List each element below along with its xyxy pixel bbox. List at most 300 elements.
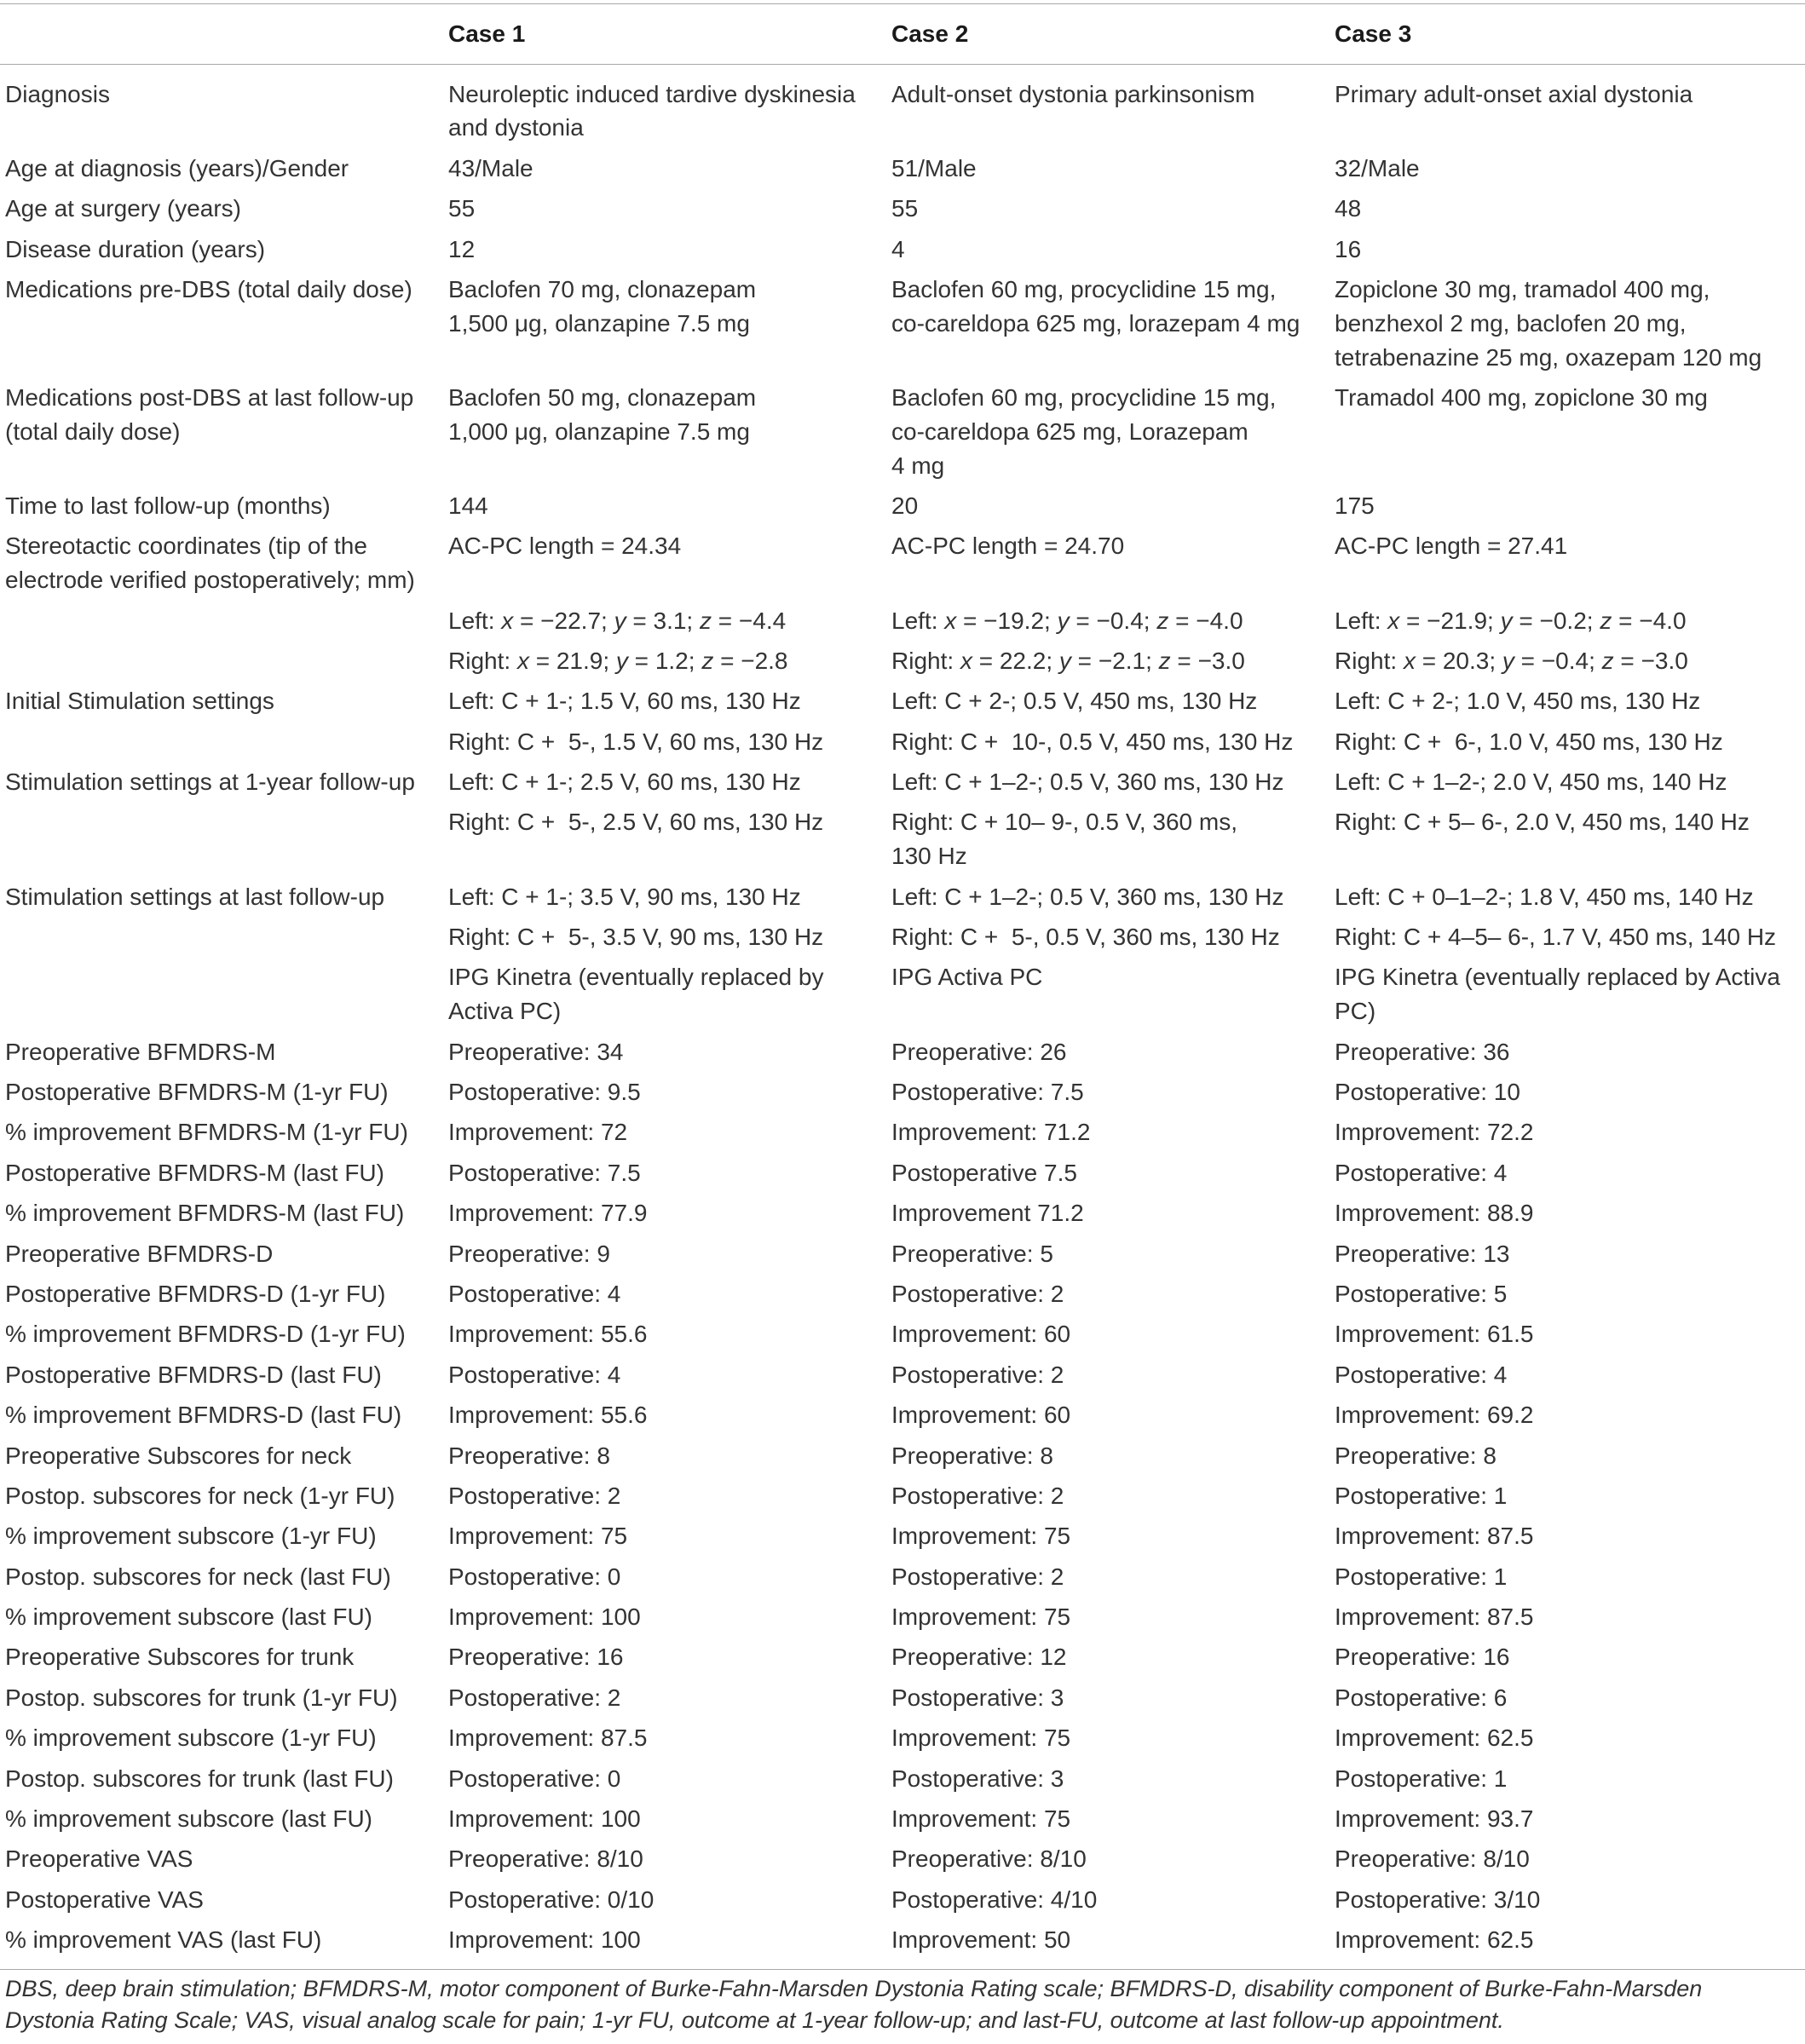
cell-line: Primary adult-onset axial dystonia: [1335, 80, 1693, 107]
cell-line: Diagnosis: [5, 80, 110, 107]
row-label: [0, 1718, 448, 1758]
cell-line: Left: C + 1-; 2.5 V, 60 ms, 130 Hz: [448, 769, 801, 796]
table-row: [0, 958, 1805, 1032]
case-3-cell: [1335, 1638, 1805, 1678]
text-segment: = 3.1;: [626, 607, 700, 634]
cell-line: Preoperative Subscores for neck: [5, 1442, 352, 1469]
case-2-cell: [891, 762, 1335, 802]
case-1-cell: [448, 1920, 891, 1968]
case-2-cell: [891, 1718, 1335, 1758]
case-1-cell: [448, 1517, 891, 1557]
row-label: [0, 762, 448, 802]
case-1-cell: [448, 1638, 891, 1678]
case-3-cell: [1335, 269, 1805, 377]
coordinate-variable: z: [700, 607, 712, 634]
cell-line: Preoperative BFMDRS-D: [5, 1240, 274, 1267]
case-2-cell: [891, 269, 1335, 377]
coordinate-variable: y: [615, 647, 628, 674]
case-2-cell: [891, 1153, 1335, 1193]
cell-line: Stimulation settings at 1-year follow-up: [5, 769, 415, 796]
row-label: [0, 1234, 448, 1274]
cell-line: [448, 644, 891, 678]
case-3-cell: [1335, 681, 1805, 721]
cell-line: Preoperative: 16: [1335, 1644, 1510, 1671]
cell-line: Right: C + 5-, 0.5 V, 360 ms, 130 Hz: [891, 924, 1280, 951]
case-1-cell: [448, 1274, 891, 1314]
cell-line: Improvement: 55.6: [448, 1321, 648, 1348]
cell-line: Preoperative BFMDRS-M: [5, 1038, 276, 1065]
cell-line: Improvement: 60: [891, 1402, 1071, 1429]
case-1-cell: [448, 1153, 891, 1193]
coordinate-variable: x: [1387, 607, 1400, 634]
cell-line: Preoperative: 8: [891, 1442, 1053, 1469]
table-row: [0, 1597, 1805, 1637]
column-header-case-2: Case 2: [891, 20, 969, 47]
case-1-cell: [448, 188, 891, 228]
case-1-cell: [448, 1436, 891, 1476]
row-label: [0, 188, 448, 228]
cell-line: Baclofen 50 mg, clonazepam: [448, 383, 757, 411]
case-3-cell: [1335, 1759, 1805, 1799]
table-row: [0, 1799, 1805, 1839]
table-row: [0, 486, 1805, 526]
row-label: [0, 1395, 448, 1435]
cell-line: Postop. subscores for neck (last FU): [5, 1563, 391, 1590]
cell-line: Initial Stimulation settings: [5, 688, 274, 715]
case-2-cell: [891, 1799, 1335, 1839]
cell-line: 16: [1335, 235, 1362, 262]
cell-line: [448, 604, 891, 638]
text-segment: = 21.9;: [528, 647, 616, 674]
case-1-cell: [448, 1718, 891, 1758]
cell-line: Adult-onset dystonia parkinsonism: [891, 80, 1255, 107]
cell-line: Postoperative: 4: [1335, 1159, 1508, 1186]
cell-line: Improvement: 75: [891, 1805, 1071, 1833]
coordinate-variable: z: [1600, 607, 1612, 634]
cell-line: Improvement: 75: [891, 1724, 1071, 1752]
text-segment: = 20.3;: [1415, 647, 1502, 674]
cell-line: IPG Kinetra (eventually replaced by: [448, 964, 824, 991]
text-segment: Left:: [448, 607, 502, 634]
text-segment: = −2.8: [713, 647, 788, 674]
cell-line: Medications post-DBS at last follow-up: [5, 383, 414, 411]
table-row: [0, 377, 1805, 486]
cell-line: Preoperative: 8/10: [1335, 1845, 1530, 1873]
case-3-cell: [1335, 486, 1805, 526]
cell-line: Right: C + 5-, 2.5 V, 60 ms, 130 Hz: [448, 809, 824, 836]
table-row: [0, 1355, 1805, 1395]
cell-line: Preoperative: 5: [891, 1240, 1053, 1267]
cell-line: Disease duration (years): [5, 235, 266, 262]
case-2-cell: [891, 1759, 1335, 1799]
case-2-cell: [891, 1840, 1335, 1880]
cell-line: % improvement BFMDRS-M (last FU): [5, 1200, 405, 1227]
cell-line: Postoperative: 0: [448, 1563, 621, 1590]
row-label: [0, 1840, 448, 1880]
case-3-cell: [1335, 1718, 1805, 1758]
text-segment: = 1.2;: [627, 647, 702, 674]
cell-line: Postoperative: 2: [891, 1361, 1064, 1388]
cell-line: Baclofen 60 mg, procyclidine 15 mg,: [891, 275, 1277, 302]
case-2-cell: [891, 1476, 1335, 1516]
case-2-cell: [891, 1234, 1335, 1274]
cell-line: Left: C + 2-; 1.0 V, 450 ms, 130 Hz: [1335, 688, 1701, 715]
table-row: [0, 681, 1805, 721]
case-1-cell: [448, 1597, 891, 1637]
case-3-cell: [1335, 917, 1805, 957]
case-3-cell: [1335, 148, 1805, 188]
cell-line: Postoperative: 7.5: [891, 1079, 1084, 1105]
coordinate-variable: z: [1158, 647, 1171, 674]
case-1-cell: [448, 229, 891, 269]
cell-line: Medications pre-DBS (total daily dose): [5, 275, 412, 302]
text-segment: = −0.4;: [1514, 647, 1602, 674]
cell-line: 12: [448, 235, 476, 262]
table-footnote: [0, 1973, 1805, 2036]
case-1-cell: [448, 1113, 891, 1153]
case-1-cell: [448, 877, 891, 917]
table-row: [0, 1880, 1805, 1920]
cell-line: Postoperative: 4: [1335, 1361, 1508, 1388]
cell-line: % improvement BFMDRS-M (1-yr FU): [5, 1119, 408, 1146]
case-2-cell: [891, 958, 1335, 1032]
cell-line: Postoperative: 2: [448, 1684, 621, 1711]
case-2-cell: [891, 1920, 1335, 1968]
case-1-cell: [448, 1395, 891, 1435]
case-2-cell: [891, 65, 1335, 148]
case-1-cell: [448, 1840, 891, 1880]
coordinate-variable: x: [516, 647, 529, 674]
cell-line: Postoperative: 5: [1335, 1280, 1508, 1307]
case-2-cell: [891, 486, 1335, 526]
cell-line: 130 Hz: [891, 843, 967, 870]
row-label: [0, 958, 448, 1032]
table-row: [0, 722, 1805, 762]
cell-line: Time to last follow-up (months): [5, 492, 331, 519]
cell-line: % improvement subscore (1-yr FU): [5, 1724, 377, 1752]
cell-line: Improvement: 100: [448, 1604, 641, 1631]
cell-line: [1335, 644, 1805, 678]
table-row: [0, 527, 1805, 601]
case-3-cell: [1335, 527, 1805, 601]
cell-line: Stereotactic coordinates (tip of the: [5, 533, 367, 560]
case-3-cell: [1335, 1274, 1805, 1314]
row-label: [0, 722, 448, 762]
text-segment: = −4.4: [712, 607, 787, 634]
case-2-cell: [891, 1638, 1335, 1678]
cell-line: Postop. subscores for trunk (last FU): [5, 1765, 394, 1792]
row-label: [0, 1759, 448, 1799]
cell-line: Age at diagnosis (years)/Gender: [5, 154, 349, 181]
row-label: [0, 877, 448, 917]
row-label: [0, 1153, 448, 1193]
cell-line: AC-PC length = 24.70: [891, 533, 1125, 560]
case-3-cell: [1335, 803, 1805, 877]
case-3-cell: [1335, 1072, 1805, 1112]
cell-line: Improvement: 60: [891, 1321, 1071, 1348]
cell-line: tetrabenazine 25 mg, oxazepam 120 mg: [1335, 343, 1762, 371]
case-1-cell: [448, 377, 891, 486]
text-segment: = −0.4;: [1069, 607, 1157, 634]
cell-line: Improvement: 61.5: [1335, 1321, 1534, 1348]
cell-line: Left: C + 0–1–2-; 1.8 V, 450 ms, 140 Hz: [1335, 883, 1754, 910]
case-2-cell: [891, 1436, 1335, 1476]
cell-line: Improvement: 75: [891, 1604, 1071, 1631]
cell-line: Preoperative: 34: [448, 1038, 624, 1065]
coordinate-variable: x: [960, 647, 972, 674]
table-row: [0, 1920, 1805, 1968]
case-1-cell: [448, 486, 891, 526]
cell-line: 175: [1335, 492, 1375, 519]
cell-line: [891, 604, 1335, 638]
cell-line: Preoperative: 36: [1335, 1038, 1510, 1065]
footnote-line: DBS, deep brain stimulation; BFMDRS-M, motor component of Burke-Fahn-Marsden Dystonia Rating scale; BFMDRS-D, disability component of Burke-Fahn-Marsden: [5, 1975, 1703, 2001]
case-2-cell: [891, 1274, 1335, 1314]
cell-line: Improvement 71.2: [891, 1200, 1084, 1227]
cell-line: Right: C + 6-, 1.0 V, 450 ms, 130 Hz: [1335, 728, 1723, 755]
case-2-cell: [891, 148, 1335, 188]
row-label: [0, 65, 448, 148]
case-1-cell: [448, 1557, 891, 1597]
case-1-cell: [448, 1315, 891, 1355]
cell-line: Improvement: 69.2: [1335, 1402, 1534, 1429]
cell-line: PC): [1335, 998, 1376, 1025]
table-row: [0, 1153, 1805, 1193]
cell-line: Right: C + 5-, 1.5 V, 60 ms, 130 Hz: [448, 728, 824, 755]
case-2-cell: [891, 1517, 1335, 1557]
case-3-cell: [1335, 1517, 1805, 1557]
case-2-cell: [891, 1355, 1335, 1395]
coordinate-variable: y: [614, 607, 626, 634]
case-1-cell: [448, 1072, 891, 1112]
case-2-cell: [891, 1557, 1335, 1597]
cell-line: co-careldopa 625 mg, lorazepam 4 mg: [891, 309, 1300, 337]
cell-line: Left: C + 1–2-; 0.5 V, 360 ms, 130 Hz: [891, 769, 1284, 796]
data-table: [0, 3, 1805, 1970]
row-label: [0, 1597, 448, 1637]
cell-line: AC-PC length = 27.41: [1335, 533, 1568, 560]
cell-line: Postoperative 7.5: [891, 1159, 1077, 1186]
cell-line: Preoperative: 26: [891, 1038, 1067, 1065]
cell-line: Improvement: 62.5: [1335, 1724, 1534, 1752]
cell-line: Preoperative: 8/10: [448, 1845, 643, 1873]
table-row: [0, 1759, 1805, 1799]
case-1-cell: [448, 1476, 891, 1516]
case-3-cell: [1335, 1920, 1805, 1968]
row-label: [0, 1355, 448, 1395]
text-segment: Right:: [1335, 647, 1404, 674]
cell-line: Preoperative: 8/10: [891, 1845, 1087, 1873]
table-row: [0, 1840, 1805, 1880]
cell-line: Improvement: 62.5: [1335, 1926, 1534, 1954]
table-header-row: [0, 4, 1805, 65]
table-row: [0, 601, 1805, 641]
cell-line: % improvement BFMDRS-D (1-yr FU): [5, 1321, 406, 1348]
cell-line: Improvement: 71.2: [891, 1119, 1091, 1146]
coordinate-variable: y: [1502, 647, 1514, 674]
cell-line: Improvement: 87.5: [448, 1724, 648, 1752]
case-3-cell: [1335, 1436, 1805, 1476]
case-2-cell: [891, 601, 1335, 641]
row-label: [0, 1638, 448, 1678]
coordinate-variable: x: [501, 607, 514, 634]
case-1-cell: [448, 65, 891, 148]
cell-line: Age at surgery (years): [5, 195, 241, 222]
cell-line: Improvement: 75: [448, 1523, 628, 1550]
case-2-cell: [891, 1113, 1335, 1153]
table-row: [0, 917, 1805, 957]
cell-line: Improvement: 100: [448, 1805, 641, 1833]
cell-line: Postoperative: 4: [448, 1361, 621, 1388]
cell-line: 1,500 μg, olanzapine 7.5 mg: [448, 309, 750, 337]
table-row: [0, 1315, 1805, 1355]
case-1-cell: [448, 1032, 891, 1072]
cell-line: [891, 644, 1335, 678]
text-segment: Left:: [891, 607, 945, 634]
cell-line: Postoperative: 7.5: [448, 1159, 641, 1186]
coordinate-variable: y: [1500, 607, 1513, 634]
coordinate-variable: y: [1058, 647, 1071, 674]
cell-line: Left: C + 1-; 1.5 V, 60 ms, 130 Hz: [448, 688, 801, 715]
cell-line: Improvement: 88.9: [1335, 1200, 1534, 1227]
case-2-cell: [891, 527, 1335, 601]
case-2-cell: [891, 681, 1335, 721]
table-row: [0, 1517, 1805, 1557]
cell-line: 43/Male: [448, 154, 533, 181]
coordinate-variable: z: [701, 647, 714, 674]
text-segment: = −4.0: [1168, 607, 1243, 634]
case-2-cell: [891, 1597, 1335, 1637]
case-3-cell: [1335, 1597, 1805, 1637]
case-3-cell: [1335, 377, 1805, 486]
case-1-cell: [448, 1759, 891, 1799]
case-3-cell: [1335, 1315, 1805, 1355]
cell-line: Postoperative: 1: [1335, 1482, 1508, 1509]
case-1-cell: [448, 1799, 891, 1839]
cell-line: Preoperative: 9: [448, 1240, 610, 1267]
case-1-cell: [448, 722, 891, 762]
cell-line: Improvement: 77.9: [448, 1200, 648, 1227]
text-segment: = 22.2;: [972, 647, 1059, 674]
cell-line: 20: [891, 492, 919, 519]
cell-line: Left: C + 1-; 3.5 V, 90 ms, 130 Hz: [448, 883, 801, 910]
case-1-cell: [448, 1880, 891, 1920]
case-2-cell: [891, 1395, 1335, 1435]
column-header-parameter: [0, 4, 448, 64]
cell-line: Postoperative: 6: [1335, 1684, 1508, 1711]
case-3-cell: [1335, 1193, 1805, 1233]
cell-line: (total daily dose): [5, 417, 181, 445]
cell-line: Improvement: 87.5: [1335, 1523, 1534, 1550]
cell-line: Activa PC): [448, 998, 562, 1025]
cell-line: Improvement: 87.5: [1335, 1604, 1534, 1631]
case-3-cell: [1335, 1395, 1805, 1435]
cell-line: and dystonia: [448, 114, 584, 141]
case-3-cell: [1335, 188, 1805, 228]
cell-line: Postoperative: 3: [891, 1684, 1064, 1711]
text-segment: = −0.2;: [1512, 607, 1600, 634]
case-1-cell: [448, 601, 891, 641]
row-label: [0, 1557, 448, 1597]
table-row: [0, 1113, 1805, 1153]
row-label: [0, 1517, 448, 1557]
cell-line: benzhexol 2 mg, baclofen 20 mg,: [1335, 309, 1687, 337]
row-label: [0, 1678, 448, 1718]
cell-line: 48: [1335, 195, 1362, 222]
cell-line: Postoperative: 2: [891, 1280, 1064, 1307]
case-1-cell: [448, 148, 891, 188]
row-label: [0, 803, 448, 877]
table-row: [0, 1678, 1805, 1718]
case-3-cell: [1335, 1880, 1805, 1920]
cell-line: 51/Male: [891, 154, 977, 181]
table-body: [0, 65, 1805, 1970]
cell-line: 55: [448, 195, 476, 222]
cell-line: IPG Activa PC: [891, 964, 1043, 991]
coordinate-variable: z: [1601, 647, 1614, 674]
case-1-cell: [448, 762, 891, 802]
case-3-cell: [1335, 1557, 1805, 1597]
cell-line: Preoperative: 8: [1335, 1442, 1496, 1469]
table-row: [0, 65, 1805, 148]
case-3-cell: [1335, 1799, 1805, 1839]
table-row: [0, 1718, 1805, 1758]
cell-line: Postoperative BFMDRS-M (1-yr FU): [5, 1079, 389, 1105]
case-3-cell: [1335, 762, 1805, 802]
case-1-cell: [448, 269, 891, 377]
table-row: [0, 1032, 1805, 1072]
table-row: [0, 229, 1805, 269]
case-3-cell: [1335, 1113, 1805, 1153]
row-label: [0, 917, 448, 957]
cell-line: Postoperative: 0/10: [448, 1886, 655, 1913]
cell-line: Preoperative: 8: [448, 1442, 610, 1469]
cell-line: Postoperative VAS: [5, 1886, 204, 1913]
case-2-cell: [891, 803, 1335, 877]
case-2-cell: [891, 1193, 1335, 1233]
table-row: [0, 1557, 1805, 1597]
case-1-cell: [448, 1355, 891, 1395]
row-label: [0, 1436, 448, 1476]
cell-line: Tramadol 400 mg, zopiclone 30 mg: [1335, 383, 1708, 411]
cell-line: Left: C + 1–2-; 0.5 V, 360 ms, 130 Hz: [891, 883, 1284, 910]
cell-line: Postop. subscores for trunk (1-yr FU): [5, 1684, 398, 1711]
case-3-cell: [1335, 958, 1805, 1032]
cell-line: Improvement: 93.7: [1335, 1805, 1534, 1833]
text-segment: Right:: [891, 647, 960, 674]
coordinate-variable: z: [1156, 607, 1169, 634]
coordinate-variable: y: [1057, 607, 1070, 634]
case-2-cell: [891, 188, 1335, 228]
table-row: [0, 1638, 1805, 1678]
case-1-cell: [448, 1193, 891, 1233]
cell-line: AC-PC length = 24.34: [448, 533, 682, 560]
cell-line: Right: C + 10-, 0.5 V, 450 ms, 130 Hz: [891, 728, 1294, 755]
case-3-cell: [1335, 601, 1805, 641]
cell-line: % improvement subscore (last FU): [5, 1805, 373, 1833]
cell-line: co-careldopa 625 mg, Lorazepam: [891, 417, 1249, 445]
row-label: [0, 527, 448, 601]
cell-line: Postoperative: 2: [448, 1482, 621, 1509]
cell-line: Improvement: 55.6: [448, 1402, 648, 1429]
table-row: [0, 1193, 1805, 1233]
column-header-case-3: Case 3: [1335, 20, 1412, 47]
table-row: [0, 762, 1805, 802]
cell-line: Right: C + 5-, 3.5 V, 90 ms, 130 Hz: [448, 924, 824, 951]
cell-line: Improvement: 72.2: [1335, 1119, 1534, 1146]
row-label: [0, 1193, 448, 1233]
row-label: [0, 641, 448, 681]
